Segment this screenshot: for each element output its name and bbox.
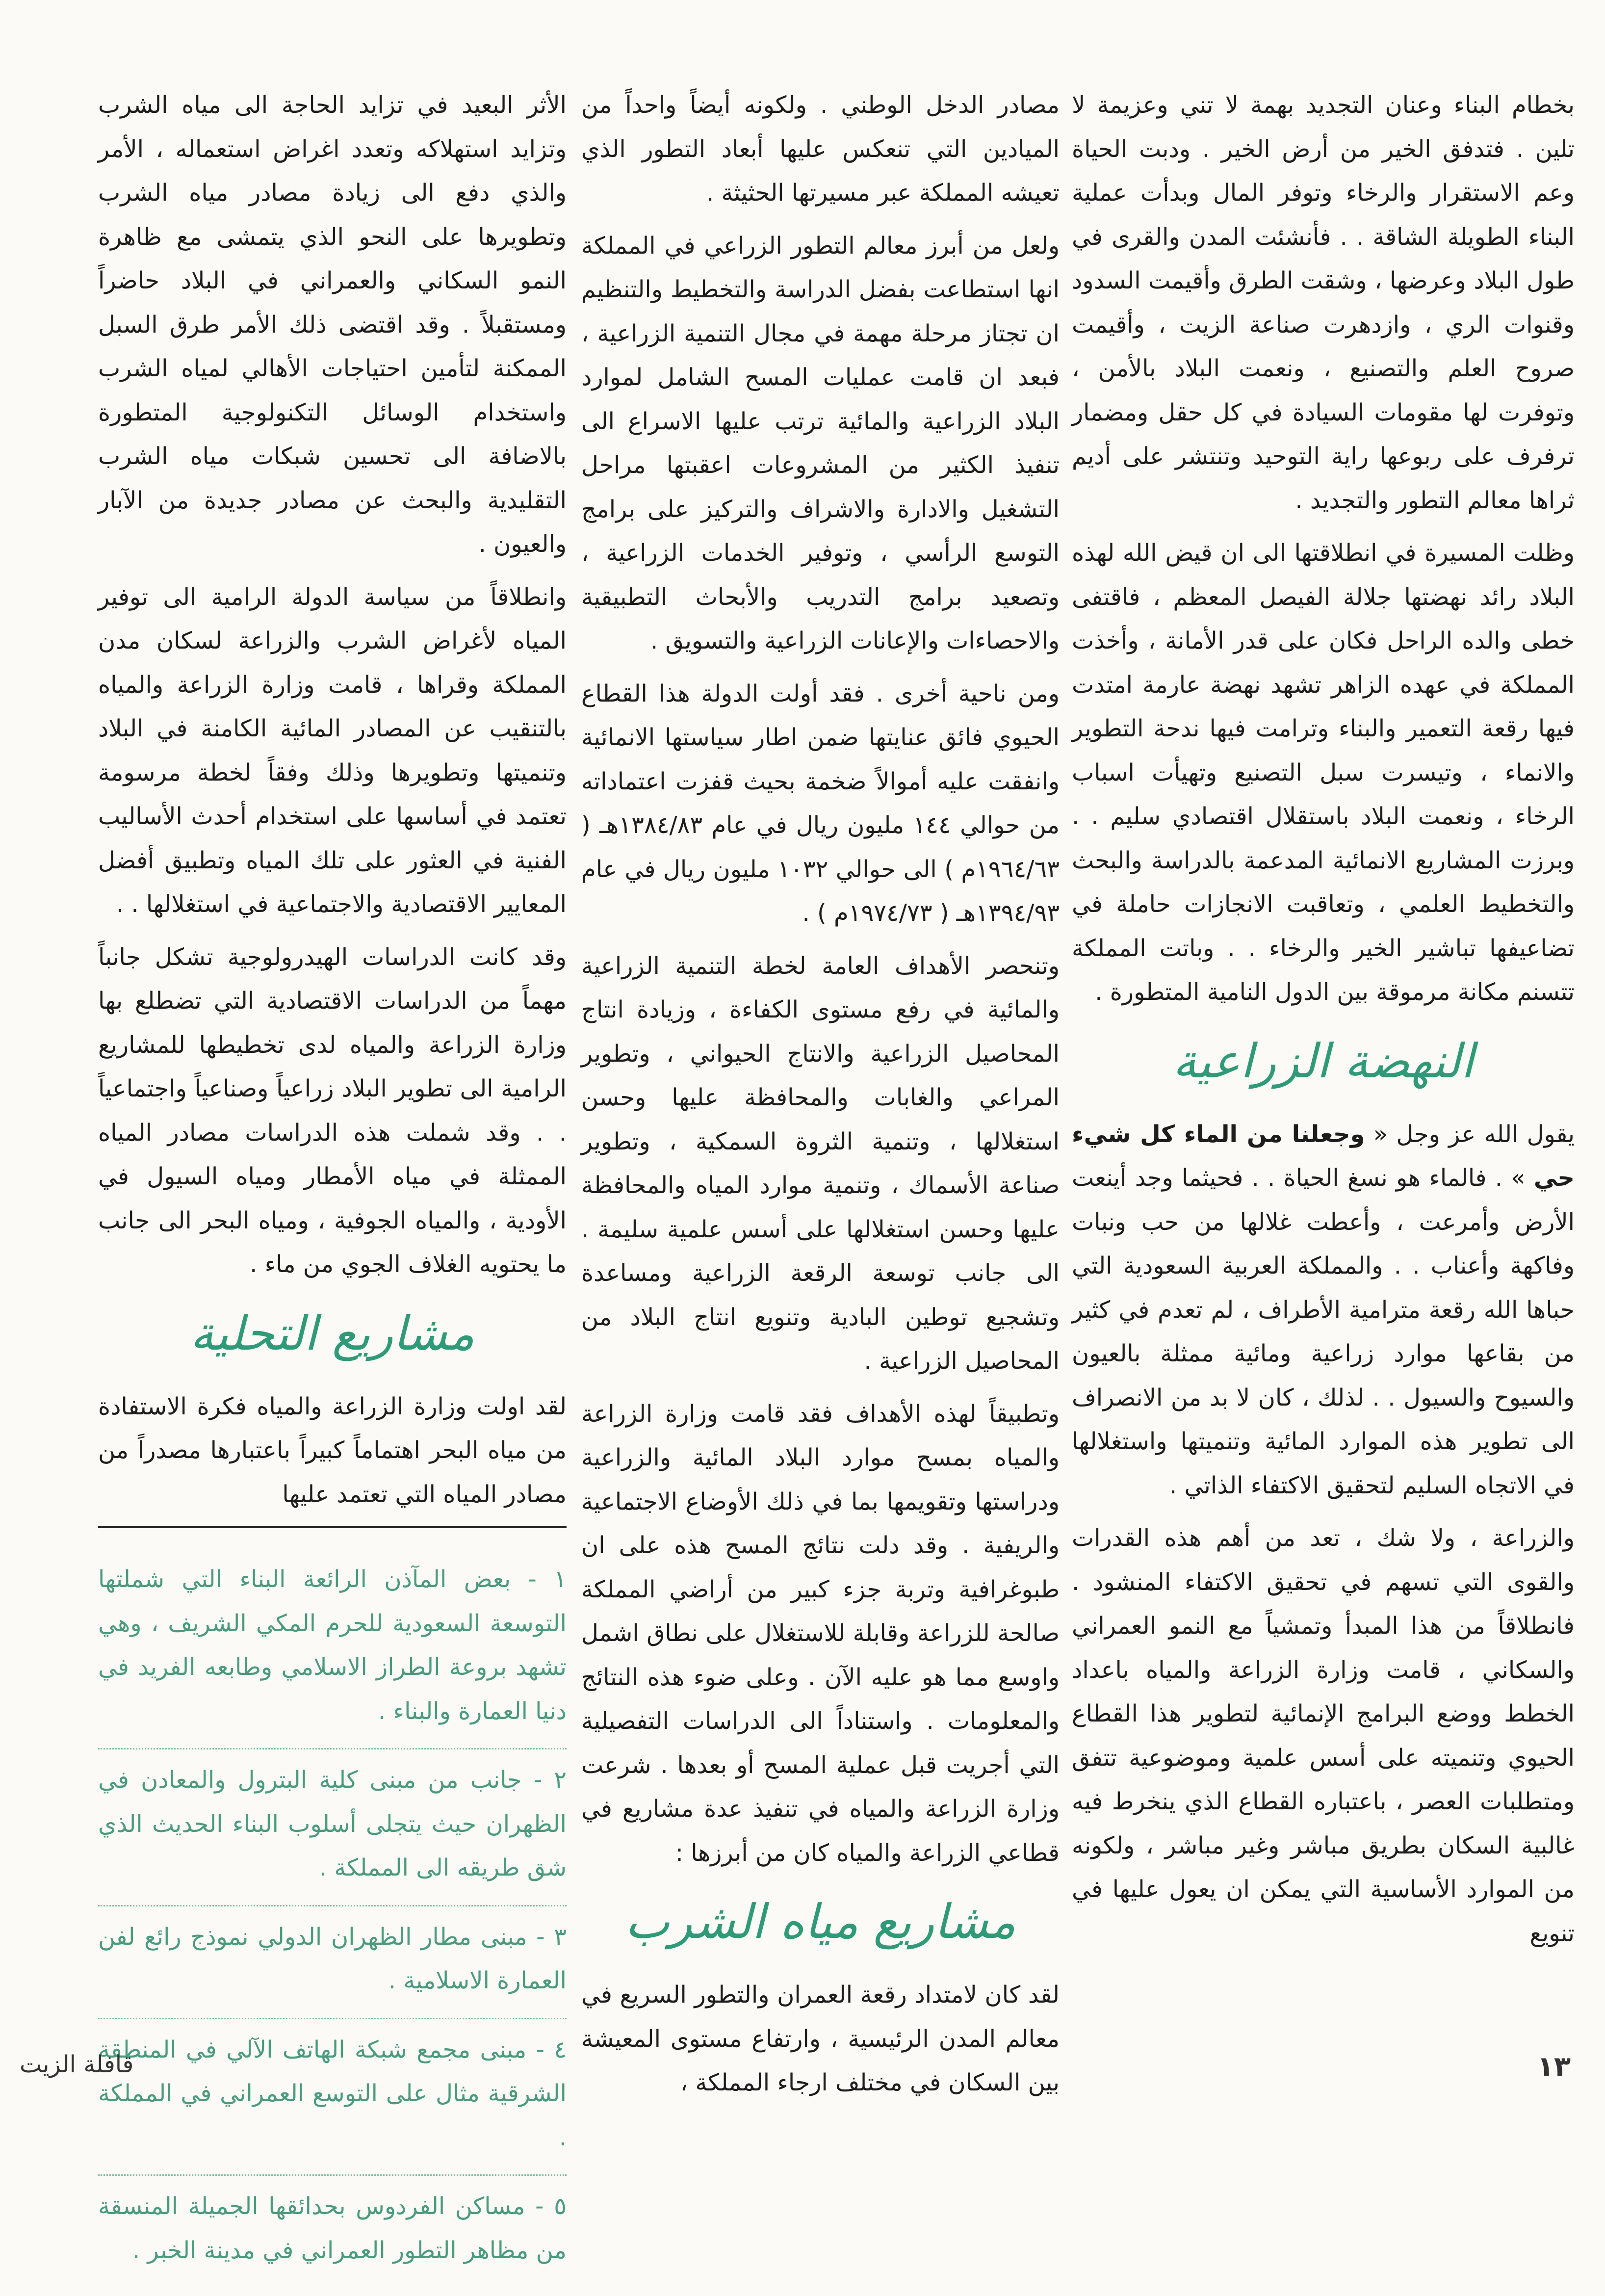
paragraph: والزراعة ، ولا شك ، تعد من أهم هذه القدرات والقوى التي تسهم في تحقيق الاكتفاء المنشود . فانطلاقاً من هذا المبدأ وتمشياً مع النمو العمراني والسكاني ، قامت وزارة الزراعة والمياه باعداد الخطط ووضع البرامج الإنمائية لتطوير هذا القطاع الحيوي وتنميته على أسس علمية وموضوعية تتفق ومتطلبات العصر ، باعتباره القطاع الذي ينخرط فيه غالبية السكان بطريق مباشر وغير مباشر ، ولكونه من الموارد الأساسية التي يمكن ان يعول عليها في تنويع xyxy=(1072,1524,1575,1947)
caption-2: ٢ - جانب من مبنى كلية البترول والمعادن في الظهران حيث يتجلى أسلوب البناء الحديث الذي شق طريقه الى المملكة . xyxy=(98,1758,567,1906)
magazine-name: قافلة الزيت xyxy=(20,2051,134,2078)
section-heading-drinking-water: مشاريع مياه الشرب xyxy=(625,1894,1016,1949)
caption-1: ١ - بعض المآذن الرائعة البناء التي شملتها التوسعة السعودية للحرم المكي الشريف ، وهي تشهد بروعة الطراز الاسلامي وطابعه الفريد في دنيا العمارة والبناء . xyxy=(98,1558,567,1749)
paragraph: ولعل من أبرز معالم التطور الزراعي في المملكة انها استطاعت بفضل الدراسة والتخطيط والتنظيم ان تجتاز مرحلة مهمة في مجال التنمية الزراعية ، فبعد ان قامت عمليات المسح الشامل لموارد البلاد الزراعية والمائية ترتب عليها الاسراع الى تنفيذ الكثير من المشروعات اعقبتها مراحل التشغيل والادارة والاشراف والتركيز على برامج التوسع الرأسي ، وتوفير الخدمات الزراعية ، وتصعيد برامج التدريب والأبحاث التطبيقية والاحصاءات والإعانات الزراعية والتسويق . xyxy=(581,232,1060,654)
paragraph: بخطام البناء وعنان التجديد بهمة لا تني وعزيمة لا تلين . فتدفق الخير من أرض الخير . ودبت الحياة وعم الاستقرار والرخاء وتوفر المال وبدأت عملية البناء الطويلة الشاقة . . فأنشئت المدن والقرى في طول البلاد وعرضها ، وشقت الطرق وأقيمت السدود وقنوات الري ، وازدهرت صناعة الزيت ، وأقيمت صروح العلم والتصنيع ، ونعمت البلاد بالأمن ، وتوفرت لها مقومات السيادة في كل حقل ومضمار ترفرف على ربوعها راية التوحيد وتنتشر على أديم ثراها معالم التطور والتجديد . xyxy=(1072,91,1575,514)
column-left xyxy=(98,83,567,2296)
quote-lead: يقول الله عز وجل « xyxy=(1365,1120,1575,1148)
paragraph: مصادر الدخل الوطني . ولكونه أيضاً واحداً من الميادين التي تنعكس عليها أبعاد التطور الذي تعيشه المملكة عبر مسيرتها الحثيثة . xyxy=(581,91,1060,207)
quran-verse: وجعلنا من الماء كل شيء حي xyxy=(1072,1120,1575,1192)
paragraph: لقد كان لامتداد رقعة العمران والتطور السريع في معالم المدن الرئيسية ، وارتفاع مستوى المعيشة بين السكان في مختلف ارجاء المملكة ، xyxy=(581,1981,1060,2096)
paragraph-quran-quote xyxy=(1072,1113,1575,1508)
paragraph: وتنحصر الأهداف العامة لخطة التنمية الزراعية والمائية في رفع مستوى الكفاءة ، وزيادة انتاج المحاصيل الزراعية والانتاج الحيواني ، وتطوير المراعي والغابات والمحافظة عليها وحسن استغلالها ، وتنمية الثروة السمكية ، وتطوير صناعة الأسماك ، وتنمية موارد المياه والمحافظة عليها وحسن استغلالها على أسس علمية سليمة . الى جانب توسعة الرقعة الزراعية ومساعدة وتشجيع توطين البادية وتنويع انتاج البلاد من المحاصيل الزراعية . xyxy=(581,952,1060,1375)
paragraph: الأثر البعيد في تزايد الحاجة الى مياه الشرب وتزايد استهلاكه وتعدد اغراض استعماله ، الأمر والذي دفع الى زيادة مصادر مياه الشرب وتطويرها على النحو الذي يتمشى مع ظاهرة النمو السكاني والعمراني في البلاد حاضراً ومستقبلاً . وقد اقتضى ذلك الأمر طرق السبل الممكنة لتأمين احتياجات الأهالي لمياه الشرب واستخدام الوسائل التكنولوجية المتطورة بالاضافة الى تحسين شبكات مياه الشرب التقليدية والبحث عن مصادر جديدة من الآبار والعيون . xyxy=(98,91,567,558)
paragraph: لقد اولت وزارة الزراعة والمياه فكرة الاستفادة من مياه البحر اهتماماً كبيراً باعتبارها مصدراً من مصادر المياه التي تعتمد عليها xyxy=(98,1392,567,1508)
section-heading-desalination: مشاريع التحلية xyxy=(190,1305,475,1361)
paragraph: وظلت المسيرة في انطلاقتها الى ان قيض الله لهذه البلاد رائد نهضتها جلالة الفيصل المعظم ، فاقتفى خطى والده الراحل فكان على قدر الأمانة ، وأخذت المملكة في عهده الزاهر تشهد نهضة عارمة امتدت فيها رقعة التعمير والبناء وترامت فيها ندحة التطوير والانماء ، وتيسرت سبل التصنيع وتهيأت اسباب الرخاء ، ونعمت البلاد باستقلال اقتصادي سليم . . وبرزت المشاريع الانمائية المدعمة بالدراسة والبحث والتخطيط العلمي ، وتعاقبت الانجازات حاملة في تضاعيفها تباشير الخير والرخاء . . وباتت المملكة تتسنم مكانة مرموقة بين الدول النامية المتطورة . xyxy=(1072,539,1575,1006)
paragraph: ومن ناحية أخرى . فقد أولت الدولة هذا القطاع الحيوي فائق عنايتها ضمن اطار سياستها الانمائية وانفقت عليه أموالاً ضخمة بحيث قفزت اعتماداته من حوالي ١٤٤ مليون ريال في عام ١٣٨٤/٨٣هـ ( ١٩٦٤/٦٣م ) الى حوالي ١٠٣٢ مليون ريال في عام ١٣٩٤/٩٣هـ ( ١٩٧٤/٧٣م ) . xyxy=(581,679,1060,927)
photo-captions xyxy=(98,1558,567,2287)
paragraph: وتطبيقاً لهذه الأهداف فقد قامت وزارة الزراعة والمياه بمسح موارد البلاد المائية والزراعية ودراستها وتقويمها بما في ذلك الأوضاع الاجتماعية والريفية . وقد دلت نتائج المسح هذه على ان طبوغرافية وتربة جزء كبير من أراضي المملكة صالحة للزراعة وقابلة للاستغلال على نطاق اشمل واوسع مما هو عليه الآن . وعلى ضوء هذه النتائج والمعلومات . واستناداً الى الدراسات التفصيلية التي أجريت قبل عملية المسح أو بعدها . شرعت وزارة الزراعة والمياه في تنفيذ عدة مشاريع في قطاعي الزراعة والمياه كان من أبرزها : xyxy=(581,1400,1060,1867)
paragraph: وانطلاقاً من سياسة الدولة الرامية الى توفير المياه لأغراض الشرب والزراعة لسكان مدن المملكة وقراها ، قامت وزارة الزراعة والمياه بالتنقيب عن المصادر المائية الكامنة في البلاد وتنميتها وتطويرها وذلك وفقاً لخطة مرسومة تعتمد في أساسها على استخدام أحدث الأساليب الفنية في العثور على تلك المياه وتطبيق أفضل المعايير الاقتصادية والاجتماعية في استغلالها . . xyxy=(98,583,567,918)
quote-rest: » . فالماء هو نسغ الحياة . . فحيثما وجد أينعت الأرض وأمرعت ، وأعطت غلالها من حب ونبات وفاكهة وأعناب . . والمملكة العربية السعودية التي حباها الله رقعة مترامية الأطراف ، لم تعدم في كثير من بقاعها موارد زراعية ومائية ممثلة بالعيون والسيوح والسيول . . لذلك ، كان لا بد من الانصراف الى تطوير هذه الموارد المائية وتنميتها واستغلالها في الاتجاه السليم لتحقيق الاكتفاء الذاتي . xyxy=(1072,1164,1575,1499)
caption-3: ٣ - مبنى مطار الظهران الدولي نموذج رائع لفن العمارة الاسلامية . xyxy=(98,1915,567,2019)
column-right xyxy=(1072,83,1575,1964)
paragraph: وقد كانت الدراسات الهيدرولوجية تشكل جانباً مهماً من الدراسات الاقتصادية التي تضطلع بها وزارة الزراعة والمياه لدى تخطيطها للمشاريع الرامية الى تطوير البلاد زراعياً وصناعياً واجتماعياً . . وقد شملت هذه الدراسات مصادر المياه الممثلة في مياه الأمطار ومياه السيول في الأودية ، والمياه الجوفية ، ومياه البحر الى جانب ما يحتويه الغلاف الجوي من ماء . xyxy=(98,943,567,1278)
divider-rule xyxy=(98,1526,567,1528)
column-middle xyxy=(581,83,1060,2114)
page-number: ١٣ xyxy=(1537,2051,1571,2083)
section-heading-agricultural-renaissance: النهضة الزراعية xyxy=(1172,1033,1474,1089)
caption-5: ٥ - مساكن الفردوس بحدائقها الجميلة المنسقة من مظاهر التطور العمراني في مدينة الخبر . xyxy=(98,2192,567,2264)
caption-4: ٤ - مبنى مجمع شبكة الهاتف الآلي في المنطقة الشرقية مثال على التوسع العمراني في المملكة . xyxy=(98,2028,567,2176)
